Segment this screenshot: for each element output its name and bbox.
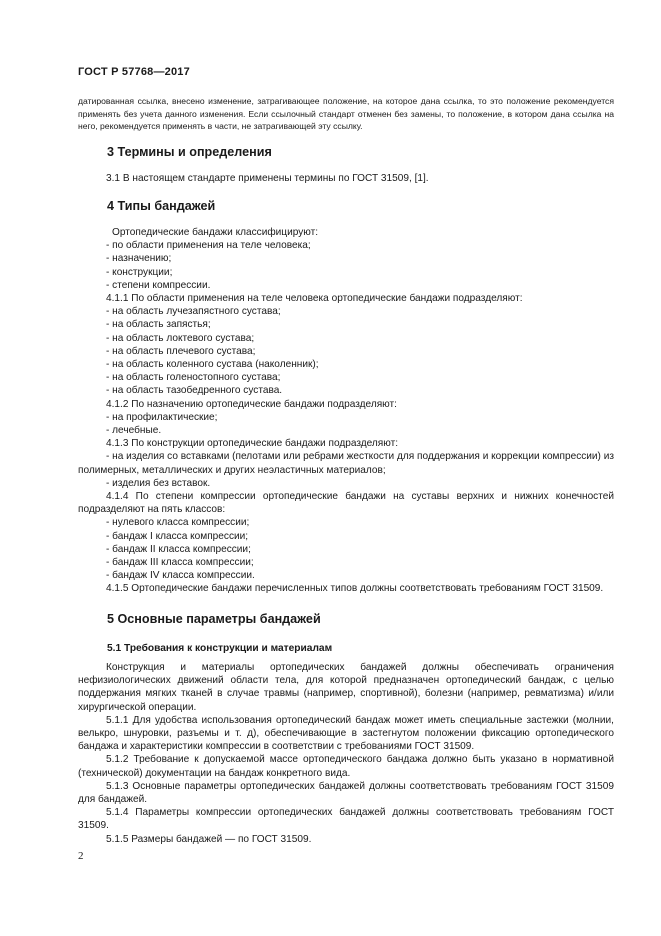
list-item: - бандаж IV класса компрессии. <box>106 570 255 582</box>
list-item: - на область запястья; <box>106 319 211 331</box>
paragraph-3-1: 3.1 В настоящем стандарте применены термины по ГОСТ 31509, [1]. <box>106 173 429 184</box>
list-item: - степени компрессии. <box>106 279 211 291</box>
list-item: - на область плечевого сустава; <box>106 345 256 357</box>
text-line: Ортопедические бандажи классифицируют: <box>112 227 319 238</box>
list-item: - на изделия со вставками (пелотами или ребрами жесткости для поддержания и коррекции компрессии) из полимерных, металлических и других неэластичных материалов; <box>78 451 614 476</box>
clause-5-1-5: 5.1.5 Размеры бандажей — по ГОСТ 31509. <box>106 833 312 845</box>
list-item: - изделия без вставок. <box>106 477 211 489</box>
clause-5-1-2: 5.1.2 Требование к допускаемой массе ортопедического бандажа должно быть указано в нормативной (технической) документации на бандаж конкретного вида. <box>78 754 614 779</box>
section-3-heading: 3 Термины и определения <box>107 145 272 159</box>
clause-4-1-4: 4.1.4 По степени компрессии ортопедические бандажи на суставы верхних и нижних конечностей подразделяют на пять классов: <box>78 491 614 516</box>
page-number: 2 <box>78 850 84 862</box>
standard-designation: ГОСТ Р 57768—2017 <box>78 66 190 78</box>
list-item: - на область локтевого сустава; <box>106 332 255 344</box>
clause-4-1-5: 4.1.5 Ортопедические бандажи перечисленных типов должны соответствовать требованиям ГОСТ 31509. <box>106 583 604 595</box>
subsection-5-1-heading: 5.1 Требования к конструкции и материалам <box>107 643 333 654</box>
list-item: - на профилактические; <box>106 411 218 423</box>
list-item: - бандаж II класса компрессии; <box>106 543 251 555</box>
list-item: - назначению; <box>106 253 172 265</box>
list-item: - лечебные. <box>106 425 162 437</box>
clause-5-1-3: 5.1.3 Основные параметры ортопедических бандажей должны соответствовать требованиям ГОСТ 31509 для бандажей. <box>78 780 614 806</box>
list-item: - на область лучезапястного сустава; <box>106 306 281 318</box>
list-item: - нулевого класса компрессии; <box>106 517 250 529</box>
section-4-heading: 4 Типы бандажей <box>107 199 216 213</box>
intro-text: датированная ссылка, внесено изменение, затрагивающее положение, на которое дана ссылка, то это положение рекомендуется применять без учета данного изменения. Если ссылочный стандарт отменен без замены, то положение, в котором дана ссылка на него, рекомендуется применять в части, не затрагивающей эту ссылку. <box>78 96 614 131</box>
clause-5-1-4: 5.1.4 Параметры компрессии ортопедических бандажей должны соответствовать требованиям ГОСТ 31509. <box>78 807 614 832</box>
list-item: - бандаж III класса компрессии; <box>106 557 254 569</box>
clause-4-1-2: 4.1.2 По назначению ортопедические бандажи подразделяют: <box>106 398 397 410</box>
section-3-body <box>78 172 614 185</box>
list-item: - по области применения на теле человека; <box>106 240 311 252</box>
list-item: - на область тазобедренного сустава. <box>106 385 283 397</box>
paragraph-5-1: Конструкция и материалы ортопедических бандажей должны обеспечивать ограничения нефизиологических движений области тела, для которой предназначен ортопедический бандаж, с целью поддержания мягких тканей в случае травмы (например, спортивной), болезни (например, ревматизма) и/или хирургической операции. <box>78 662 614 713</box>
clause-5-1-1: 5.1.1 Для удобства использования ортопедический бандаж может иметь специальные застежки (молнии, велькро, шнуровки, разъемы и т. д), обеспечивающие в застегнутом положении фиксацию ортопедического бандажа и характеристики компрессии в соответствии с требованиями ГОСТ 31509. <box>78 714 614 753</box>
list-item: - бандаж I класса компрессии; <box>106 530 249 542</box>
intro-paragraph <box>78 95 614 133</box>
section-4-body <box>78 226 614 596</box>
list-item: - на область голеностопного сустава; <box>106 372 281 384</box>
section-5-body <box>78 661 614 846</box>
section-5-heading: 5 Основные параметры бандажей <box>107 612 321 626</box>
clause-4-1-3: 4.1.3 По конструкции ортопедические бандажи подразделяют: <box>106 438 399 450</box>
list-item: - конструкции; <box>106 266 173 278</box>
clause-4-1-1: 4.1.1 По области применения на теле человека ортопедические бандажи подразделяют: <box>106 293 523 305</box>
list-item: - на область коленного сустава (наколенник); <box>106 359 319 371</box>
